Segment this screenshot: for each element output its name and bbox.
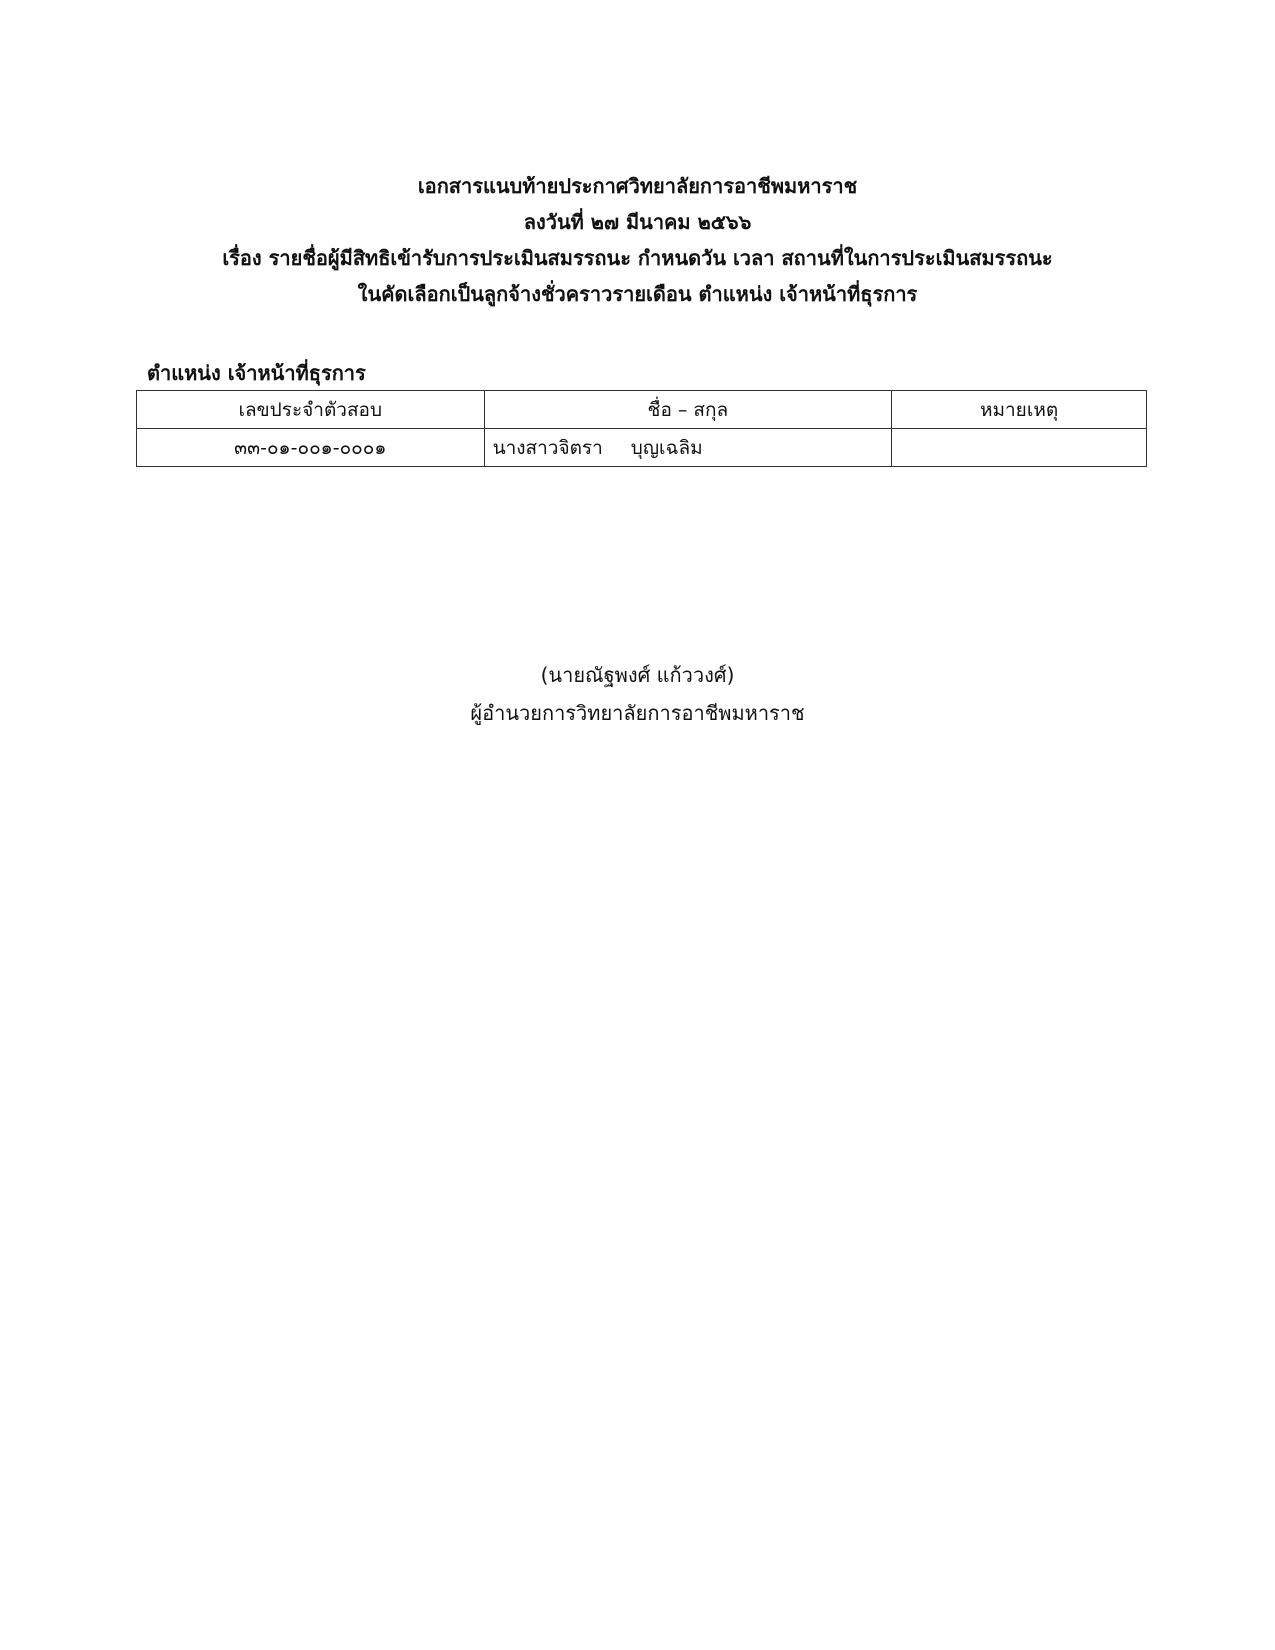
table-row (137, 429, 1147, 467)
signature-block (0, 656, 1275, 732)
column-header-name: ชื่อ – สกุล (484, 391, 892, 429)
column-header-note: หมายเหตุ (892, 391, 1147, 429)
signatory-title: ผู้อำนวยการวิทยาลัยการอาชีพมหาราช (470, 701, 805, 725)
candidates-table (136, 390, 1147, 467)
last-name: บุญเฉลิม (630, 436, 703, 459)
section-title: ตำแหน่ง เจ้าหน้าที่ธุรการ (147, 361, 366, 385)
note-cell (892, 429, 1147, 467)
heading-date: ลงวันที่ ๒๗ มีนาคม ๒๕๖๖ (523, 210, 752, 234)
table-header-row (137, 391, 1147, 429)
document-heading (0, 168, 1275, 312)
column-header-exam-id: เลขประจำตัวสอบ (137, 391, 485, 429)
first-name: นางสาวจิตรา (492, 436, 603, 459)
exam-id-cell: ๓๓-๐๑-๐๐๑-๐๐๐๑ (137, 429, 485, 467)
heading-title: เอกสารแนบท้ายประกาศวิทยาลัยการอาชีพมหาราช (417, 174, 858, 198)
signatory-name: (นายณัฐพงศ์ แก้ววงศ์) (540, 663, 735, 687)
heading-subject: เรื่อง รายชื่อผู้มีสิทธิเข้ารับการประเมินสมรรถนะ กำหนดวัน เวลา สถานที่ในการประเมินสมรรถนะ (222, 246, 1053, 270)
name-cell (484, 429, 892, 467)
heading-subject-cont: ในคัดเลือกเป็นลูกจ้างชั่วคราวรายเดือน ตำแหน่ง เจ้าหน้าที่ธุรการ (357, 282, 918, 306)
